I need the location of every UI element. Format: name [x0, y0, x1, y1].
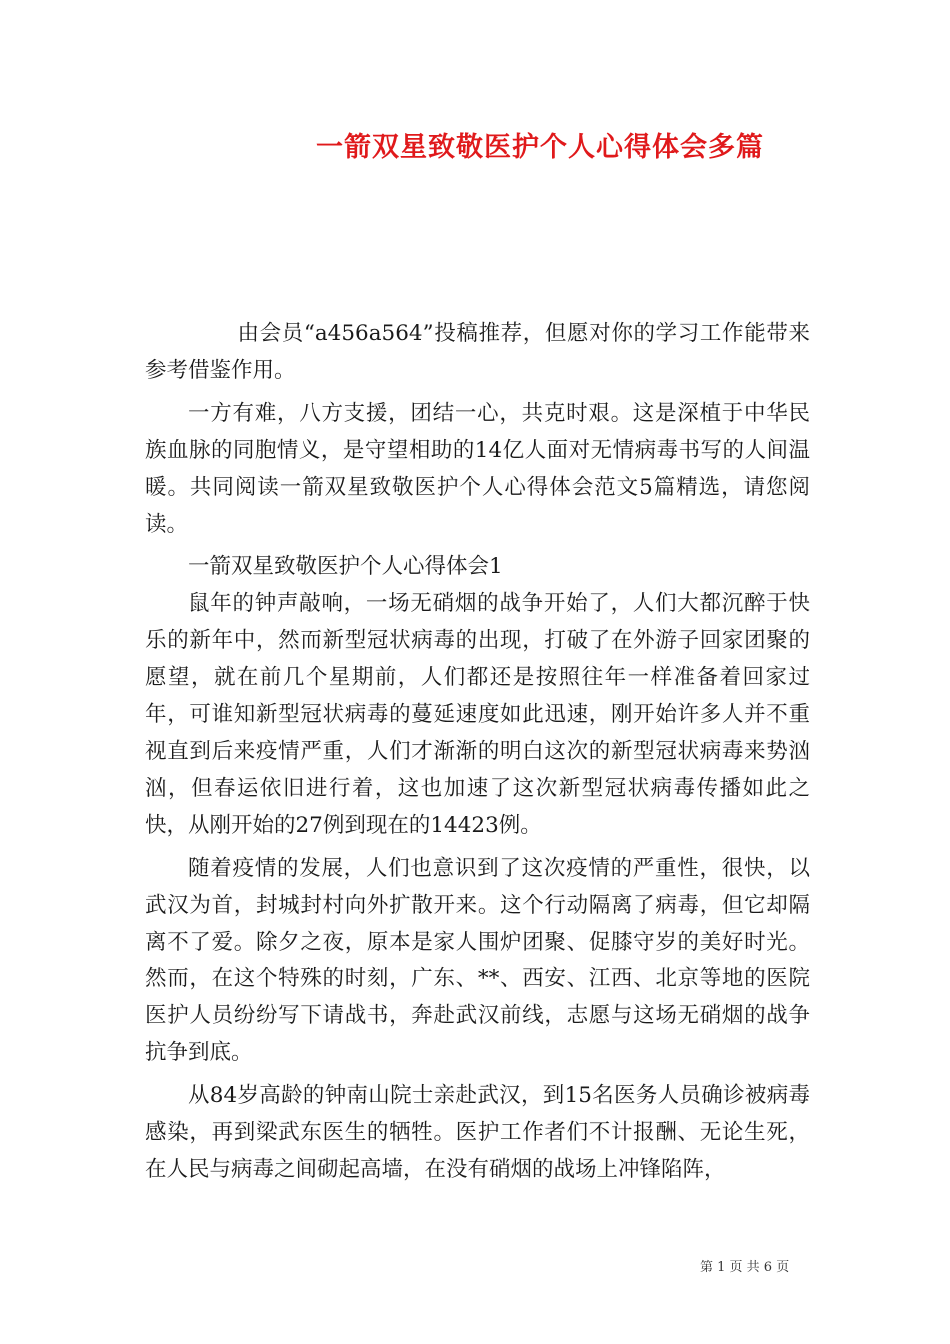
paragraph: 从84岁高龄的钟南山院士亲赴武汉，到15名医务人员确诊被病毒感染，再到梁武东医生的牺牲。医护工作者们不计报酬、无论生死，在人民与病毒之间砌起高墙，在没有硝烟的战场上冲锋陷阵， [145, 1083, 810, 1182]
paragraph: 鼠年的钟声敲响，一场无硝烟的战争开始了，人们大都沉醉于快乐的新年中，然而新型冠状病毒的出现，打破了在外游子回家团聚的愿望，就在前几个星期前，人们都还是按照往年一样准备着回家过年，可谁知新型冠状病毒的蔓延速度如此迅速，刚开始许多人并不重视直到后来疫情严重，人们才渐渐的明白这次的新型冠状病毒来势汹汹，但春运依旧进行着，这也加速了这次新型冠状病毒传播如此之快，从刚开始的27例到现在的14423例。 [145, 591, 810, 838]
page-number-label: 第 1 页 共 6 页 [700, 1260, 790, 1275]
paragraph: 随着疫情的发展，人们也意识到了这次疫情的严重性，很快，以武汉为首，封城封村向外扩散开来。这个行动隔离了病毒，但它却隔离不了爱。除夕之夜，原本是家人围炉团聚、促膝守岁的美好时光。然而，在这个特殊的时刻，广东、**、西安、江西、北京等地的医院医护人员纷纷写下请战书，奔赴武汉前线，志愿与这场无硝烟的战争抗争到底。 [145, 855, 810, 1066]
document-title: 一箭双星致敬医护个人心得体会多篇 [316, 132, 764, 163]
intro-paragraph: 由会员“a456a564”投稿推荐，但愿对你的学习工作能带来参考借鉴作用。 [145, 321, 810, 383]
paragraph: 一方有难，八方支援，团结一心，共克时艰。这是深植于中华民族血脉的同胞情义，是守望相助的14亿人面对无情病毒书写的人间温暖。共同阅读一箭双星致敬医护个人心得体会范文5篇精选，请您阅读。 [145, 400, 810, 537]
document-body [145, 316, 810, 1189]
page-number-footer [700, 1258, 860, 1278]
section-heading: 一箭双星致敬医护个人心得体会1 [188, 554, 503, 580]
